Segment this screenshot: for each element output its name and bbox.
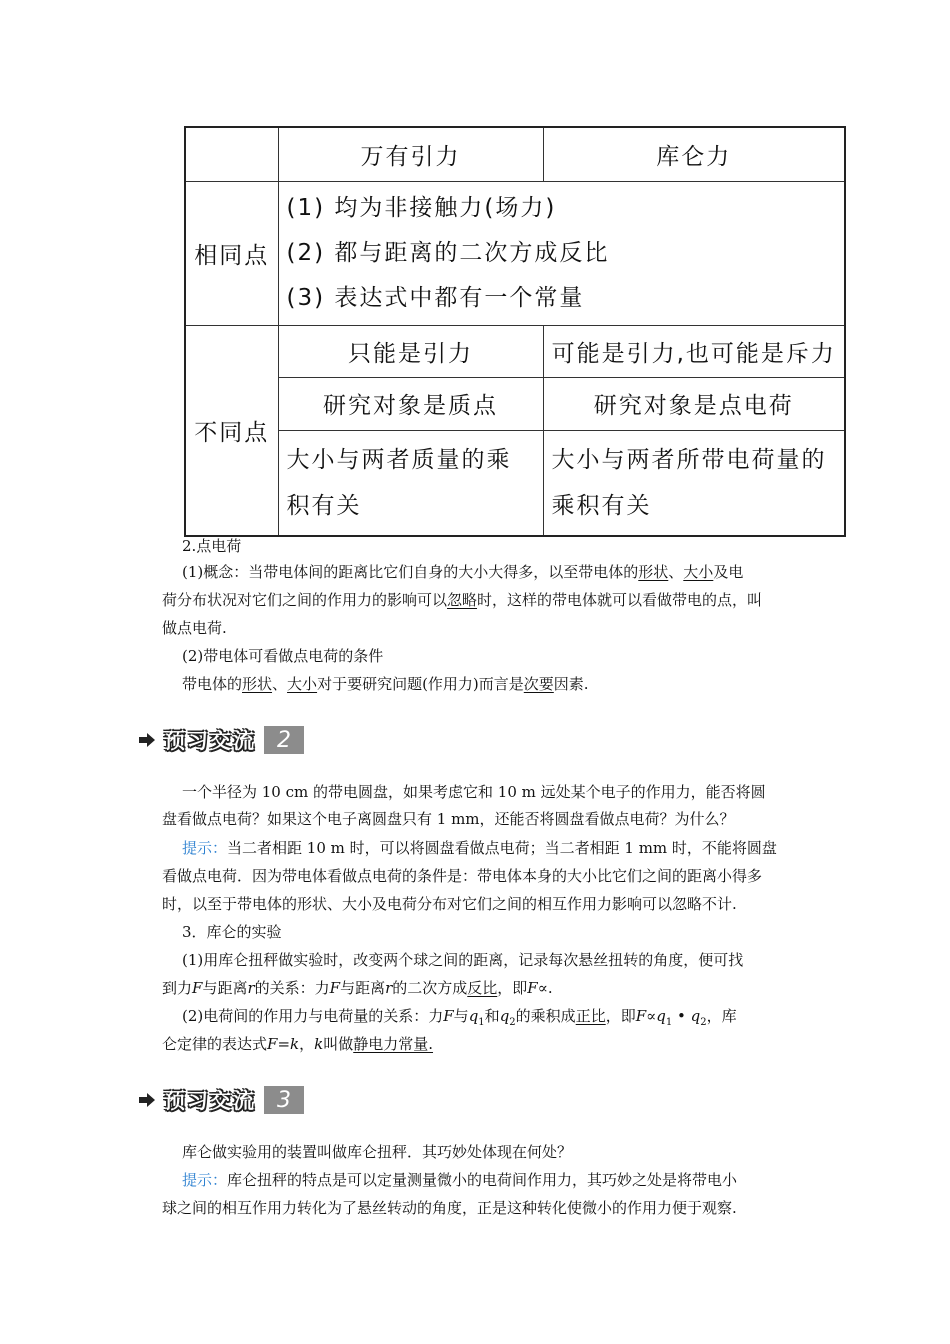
concept-line-2 <box>162 590 762 610</box>
comparison-table <box>184 126 846 537</box>
var-F: F <box>267 1035 278 1053</box>
diff-gravitation-3 <box>278 430 543 536</box>
section-coulomb-experiment-title: 3．库仑的实验 <box>182 923 282 941</box>
text-run: ，即 <box>605 1007 636 1025</box>
var-k: k <box>290 1035 300 1053</box>
answer-3-line-2: 球之间的相互作用力转化为了悬丝转动的角度，正是这种转化使微小的作用力便于观察. <box>162 1199 737 1217</box>
text-run: 与距离 <box>340 979 386 997</box>
keyword-electrostatic-constant: 静电力常量. <box>353 1035 434 1053</box>
text-run: 带电体的 <box>182 675 243 693</box>
text-run: 的乘积成 <box>515 1007 576 1025</box>
keyword-inverse: 反比 <box>467 979 498 997</box>
same-point-2: (2) 都与距离的二次方成反比 <box>286 239 610 266</box>
diff-row-1 <box>185 325 845 377</box>
var-q: q <box>499 1007 510 1025</box>
table-header-row <box>185 127 845 181</box>
keyword-size: 大小 <box>683 563 714 581</box>
banner-number: 2 <box>264 726 304 754</box>
text-run: 、 <box>272 675 288 693</box>
text-run: 及电 <box>713 563 744 581</box>
diff-row-2 <box>185 377 845 430</box>
hint-label: 提示： <box>182 1171 228 1189</box>
answer-2-line-1 <box>182 838 777 858</box>
subscript: 2 <box>700 1017 707 1028</box>
banner-label: 预习交流 <box>164 729 256 753</box>
var-q: q <box>468 1007 479 1025</box>
text-run: • <box>672 1007 691 1025</box>
text-run: 库仑扭秤的特点是可以定量测量微小的电荷间作用力，其巧妙之处是将带电小 <box>227 1171 738 1189</box>
text-run: 仑定律的表达式 <box>162 1035 268 1053</box>
text-run: 当二者相距 10 m 时，可以将圆盘看做点电荷；当二者相距 1 mm 时，不能将圆盘 <box>227 839 777 857</box>
text-run: 到力 <box>162 979 193 997</box>
var-r: r <box>385 979 393 997</box>
var-q: q <box>656 1007 666 1025</box>
text-run: (1)概念：当带电体间的距离比它们自身的大小大得多，以至带电体的 <box>182 563 639 581</box>
text-run: 和 <box>484 1007 500 1025</box>
keyword-secondary: 次要 <box>523 675 554 693</box>
experiment-line-2 <box>162 978 553 998</box>
text-run: = <box>277 1035 291 1053</box>
var-F: F <box>329 979 341 997</box>
text-run: 的关系：力 <box>254 979 330 997</box>
same-points-label: 相同点 <box>185 181 278 325</box>
text-run: ∝ <box>646 1007 657 1025</box>
var-F: F <box>443 1007 454 1025</box>
answer-2-line-2: 看做点电荷．因为带电体看做点电荷的条件是：带电体本身的大小比它们之间的距离小得多 <box>162 867 763 885</box>
text-run: ∝. <box>537 979 553 997</box>
condition-title: (2)带电体可看做点电荷的条件 <box>182 647 384 665</box>
text-run: 与距离 <box>202 979 248 997</box>
same-point-1: (1) 均为非接触力(场力) <box>286 194 557 221</box>
text-run: 的二次方成 <box>392 979 468 997</box>
subscript: 1 <box>665 1017 673 1028</box>
text-run: ，库 <box>706 1007 737 1025</box>
answer-2-line-3: 时，以至于带电体的形状、大小及电荷分布对它们之间的相互作用力影响可以忽略不计. <box>162 895 737 913</box>
subscript: 1 <box>478 1017 485 1028</box>
keyword-ignore: 忽略 <box>447 591 478 609</box>
preview-exchange-banner-3 <box>138 1084 304 1116</box>
text-run: 对于要研究问题(作用力)而言是 <box>317 675 524 693</box>
concept-line-3: 做点电荷. <box>162 619 227 637</box>
text-run: 与 <box>453 1007 469 1025</box>
diff-gravitation-3-line2: 积有关 <box>286 492 362 519</box>
same-points-cell <box>278 181 845 325</box>
var-F: F <box>527 979 538 997</box>
text-run: 、 <box>668 563 684 581</box>
diff-gravitation-2: 研究对象是质点 <box>278 377 543 430</box>
text-run: 因素. <box>553 675 589 693</box>
concept-line-1 <box>182 562 743 582</box>
diff-coulomb-2: 研究对象是点电荷 <box>543 377 845 430</box>
var-F: F <box>192 979 203 997</box>
same-points-row <box>185 181 845 325</box>
experiment-line-1: (1)用库仑扭秤做实验时，改变两个球之间的距离，记录每次悬丝扭转的角度，便可找 <box>182 951 744 969</box>
diff-points-label: 不同点 <box>185 325 278 536</box>
diff-coulomb-3-line1: 大小与两者所带电荷量的 <box>551 446 827 473</box>
question-3-line-1: 库仑做实验用的装置叫做库仑扭秤．其巧妙处体现在何处？ <box>182 1143 573 1161</box>
diff-row-3 <box>185 430 845 536</box>
keyword-shape: 形状 <box>242 675 273 693</box>
diff-gravitation-3-line1: 大小与两者质量的乘 <box>286 446 512 473</box>
diff-coulomb-1: 可能是引力,也可能是斥力 <box>543 325 845 377</box>
diff-coulomb-3 <box>543 430 845 536</box>
preview-exchange-banner-2 <box>138 724 304 756</box>
arrow-right-icon <box>138 1091 156 1109</box>
text-run: 时，这样的带电体就可以看做带电的点，叫 <box>477 591 763 609</box>
arrow-right-icon <box>138 731 156 749</box>
banner-number: 3 <box>264 1086 304 1114</box>
banner-label: 预习交流 <box>164 1089 256 1113</box>
header-empty-cell <box>185 127 278 181</box>
subscript: 2 <box>509 1017 516 1028</box>
section-point-charge-title: 2.点电荷 <box>182 537 242 555</box>
condition-line <box>182 674 589 694</box>
var-q: q <box>690 1007 701 1025</box>
experiment-line-3 <box>182 1006 737 1033</box>
var-F: F <box>635 1007 647 1025</box>
var-k: k <box>314 1035 324 1053</box>
text-run: ，即 <box>497 979 528 997</box>
text-run: ， <box>299 1035 315 1053</box>
text-run: (2)电荷间的作用力与电荷量的关系：力 <box>182 1007 444 1025</box>
keyword-direct: 正比 <box>575 1007 606 1025</box>
header-coulomb: 库仑力 <box>543 127 845 181</box>
answer-3-line-1 <box>182 1170 737 1190</box>
hint-label: 提示： <box>182 839 228 857</box>
text-run: 叫做 <box>323 1035 354 1053</box>
header-gravitation: 万有引力 <box>278 127 543 181</box>
experiment-line-4 <box>162 1034 433 1054</box>
diff-gravitation-1: 只能是引力 <box>278 325 543 377</box>
var-r: r <box>247 979 255 997</box>
keyword-shape: 形状 <box>638 563 669 581</box>
same-point-3: (3) 表达式中都有一个常量 <box>286 284 585 311</box>
question-2-line-2: 盘看做点电荷？如果这个电子离圆盘只有 1 mm，还能否将圆盘看做点电荷？为什么？ <box>162 810 735 828</box>
keyword-size: 大小 <box>287 675 318 693</box>
question-2-line-1: 一个半径为 10 cm 的带电圆盘，如果考虑它和 10 m 远处某个电子的作用力，能否将圆 <box>182 783 766 801</box>
diff-coulomb-3-line2: 乘积有关 <box>551 492 652 519</box>
text-run: 荷分布状况对它们之间的作用力的影响可以 <box>162 591 448 609</box>
